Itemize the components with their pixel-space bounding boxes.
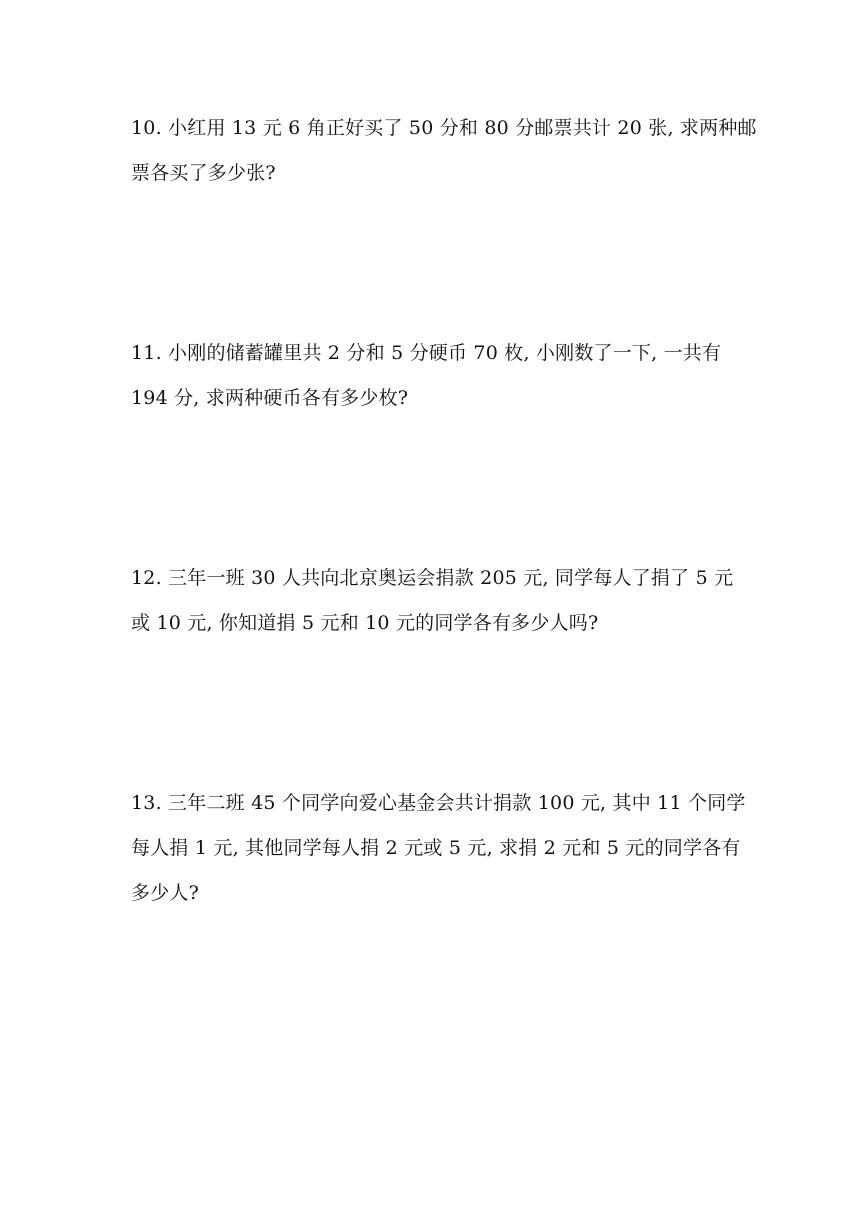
question-10-line-2: 票各买了多少张? [131,162,276,184]
question-12-line-2: 或 10 元, 你知道捐 5 元和 10 元的同学各有多少人吗? [131,612,599,634]
question-13-line-1: 13. 三年二班 45 个同学向爱心基金会共计捐款 100 元, 其中 11 个同学 [131,792,746,814]
question-10-line-1: 10. 小红用 13 元 6 角正好买了 50 分和 80 分邮票共计 20 张, 求两种邮 [131,117,757,139]
question-12 [131,556,736,646]
question-11 [131,331,736,421]
question-13-line-2: 每人捐 1 元, 其他同学每人捐 2 元或 5 元, 求捐 2 元和 5 元的同学各有 [131,837,741,859]
question-10 [131,106,757,196]
question-13-line-3: 多少人? [131,882,199,904]
question-11-line-1: 11. 小刚的储蓄罐里共 2 分和 5 分硬币 70 枚, 小刚数了一下, 一共有 [131,342,722,364]
question-12-line-1: 12. 三年一班 30 人共向北京奥运会捐款 205 元, 同学每人了捐了 5 元 [131,567,734,589]
question-13 [131,781,746,916]
question-11-line-2: 194 分, 求两种硬币各有多少枚? [131,387,409,409]
